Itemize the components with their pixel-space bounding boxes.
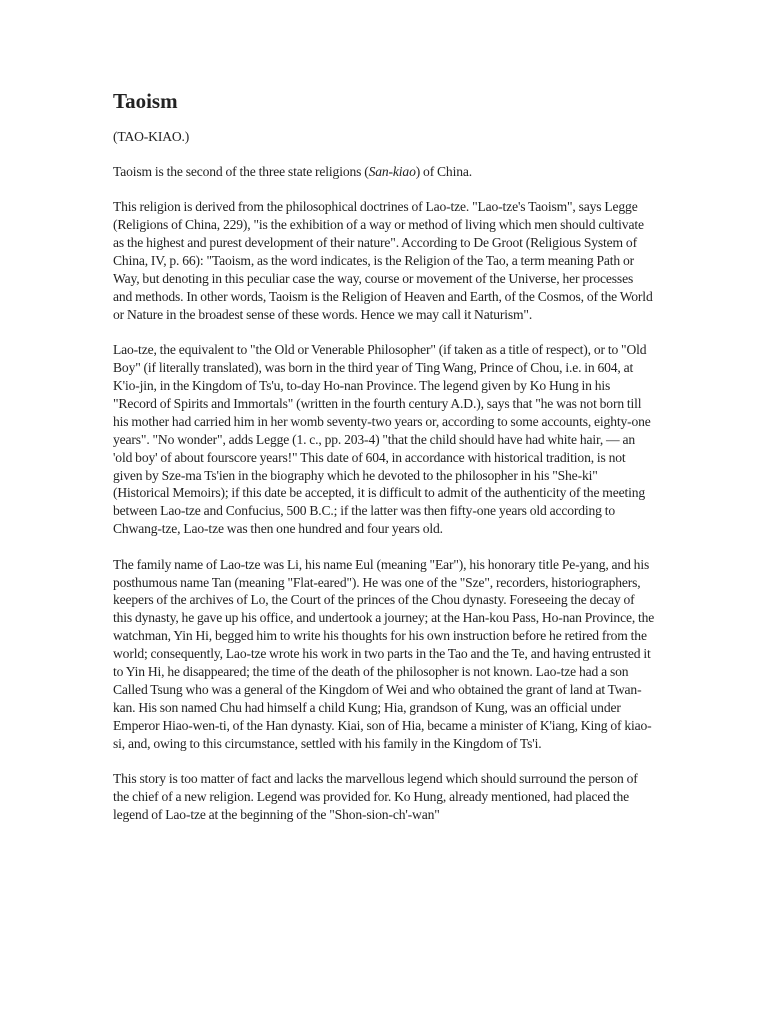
body-paragraph-2: Lao-tze, the equivalent to "the Old or Venerable Philosopher" (if taken as a title of respect), or to "Old Boy" (if literally translated), was born in the third year of Ting Wang, Prince of Chou, i.e. in 604, at K'io-jin, in the Kingdom of Ts'u, to-day Ho-nan Province. The legend given by Ko Hung in his "Record of Spirits and Immortals" (written in the fourth century A.D.), says that "he was not born till his mother had carried him in her womb seventy-two years or, according to some accounts, eighty-one years". "No wonder", adds Legge (1. c., pp. 203-4) "that the child should have had white hair, — an 'old boy' of about fourscore years!" This date of 604, in accordance with historical tradition, is not given by Sze-ma Ts'ien in the biography which he devoted to the philosopher in his "She-ki" (Historical Memoirs); if this date be accepted, it is difficult to admit of the authenticity of the meeting between Lao-tze and Confucius, 500 B.C.; if the latter was then fifty-one years old according to Chwang-tze, Lao-tze was then one hundred and four years old. [113, 342, 651, 537]
article-subtitle: (TAO-KIAO.) [113, 129, 190, 144]
article-title: Taoism [113, 89, 178, 113]
intro-text-after: ) of China. [415, 163, 472, 179]
body-paragraph-1: This religion is derived from the philosophical doctrines of Lao-tze. "Lao-tze's Taoism", says Legge (Religions of China, 229), "is the exhibition of a way or method of living which men should cultivate as the highest and purest development of their nature". According to De Groot (Religious System of China, IV, p. 66): "Taoism, as the word indicates, is the Religion of the Tao, a term meaning Path or Way, but denoting in this peculiar case the way, course or movement of the Universe, her processes and methods. In other words, Taoism is the Religion of Heaven and Earth, of the Cosmos, of the World or Nature in the broadest sense of these words. Hence we may call it Naturism". [113, 199, 653, 322]
intro-paragraph [113, 163, 655, 181]
intro-text-before: Taoism is the second of the three state religions ( [113, 163, 369, 179]
body-paragraph-3: The family name of Lao-tze was Li, his name Eul (meaning "Ear"), his honorary title Pe-yang, and his posthumous name Tan (meaning "Flat-eared"). He was one of the "Sze", recorders, historiographers, keepers of the archives of Lo, the Court of the princes of the Chou dynasty. Foreseeing the decay of this dynasty, he gave up his office, and undertook a journey; at the Han-kou Pass, Ho-nan Province, the watchman, Yin Hi, begged him to write his thoughts for his own instruction before he retired from the world; consequently, Lao-tze wrote his work in two parts in the Tao and the Te, and having entrusted it to Yin Hi, he disappeared; the time of the death of the philosopher is not known. Lao-tze had a son Called Tsung who was a general of the Kingdom of Wei and who obtained the grant of land at Twan-kan. His son named Chu had himself a child Kung; Hia, grandson of Kung, was an official under Emperor Hiao-wen-ti, of the Han dynasty. Kiai, son of Hia, became a minister of K'iang, King of kiao-si, and, owing to this circumstance, settled with his family in the Kingdom of Ts'i. [113, 556, 655, 751]
intro-text-italic: San-kiao [368, 163, 416, 179]
body-paragraph-4: This story is too matter of fact and lacks the marvellous legend which should surround the person of the chief of a new religion. Legend was provided for. Ko Hung, already mentioned, had placed the legend of Lao-tze at the beginning of the "Shon-sion-ch'-wan" [113, 771, 638, 822]
article [113, 88, 655, 841]
